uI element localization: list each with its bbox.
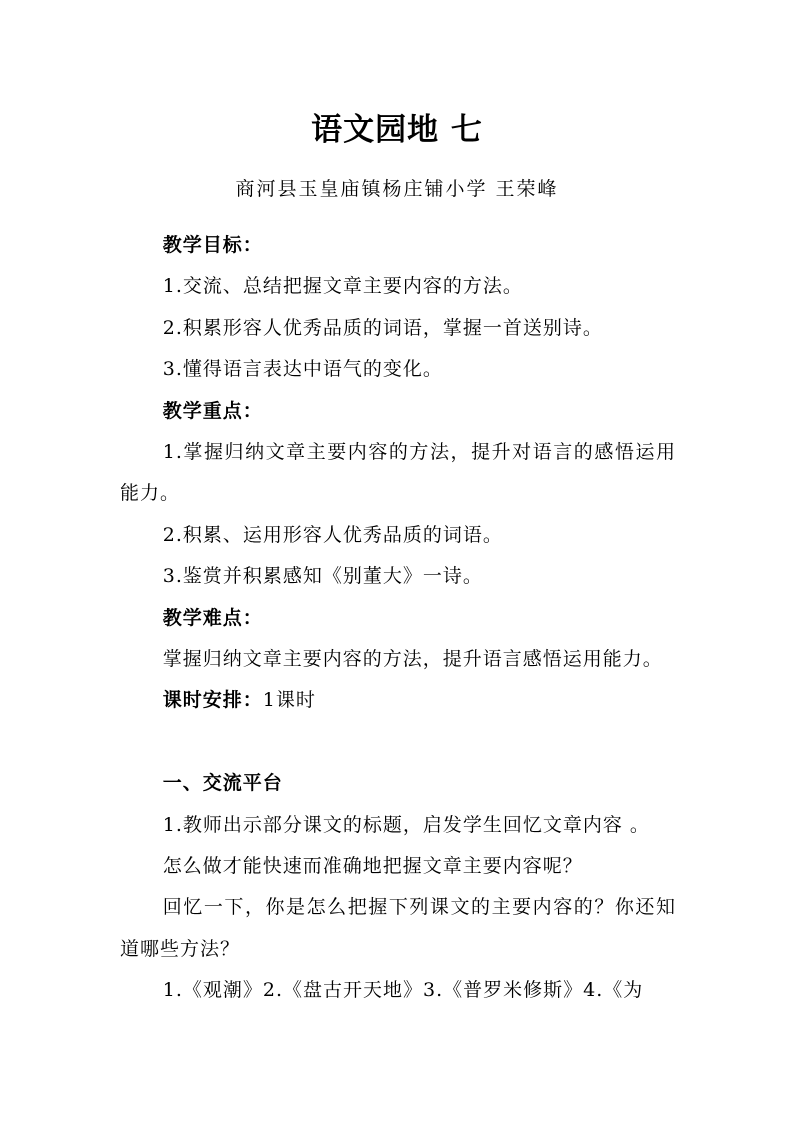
schedule-line [120,680,676,721]
difficulties-text: 掌握归纳文章主要内容的方法，提升语言感悟运用能力。 [162,648,663,671]
schedule-heading: 课时安排： [162,689,263,712]
goal-item-3: 3.懂得语言表达中语气的变化。 [162,358,443,381]
key-points-heading: 教学重点： [162,399,263,422]
section-gap [120,722,676,763]
section1-heading: 一、交流平台 [162,772,283,795]
goal-item-1: 1.交流、总结把握文章主要内容的方法。 [162,275,523,298]
section1-paragraph-2: 怎么做才能快速而准确地把握文章主要内容呢？ [162,855,583,878]
goals-heading: 教学目标： [162,234,263,256]
key-point-item-2: 2.积累、运用形容人优秀品质的词语。 [162,523,503,546]
section1-paragraph-1: 1.教师出示部分课文的标题，启发学生回忆文章内容 。 [162,813,650,836]
key-point-item-1: 1.掌握归纳文章主要内容的方法，提升对语言的感悟运用能力。 [120,441,676,505]
difficulties-heading: 教学难点： [162,606,263,629]
goal-item-2: 2.积累形容人优秀品质的词语，掌握一首送别诗。 [162,316,603,339]
schedule-value: 1课时 [262,689,316,712]
section1-paragraph-3: 回忆一下，你是怎么把握下列课文的主要内容的？你还知道哪些方法？ [120,896,676,960]
section1-paragraph-4: 1.《观潮》2.《盘古开天地》3.《普罗米修斯》4.《为 [162,979,644,1002]
key-point-item-3: 3.鉴赏并积累感知《别董大》一诗。 [162,565,483,588]
author-line: 商河县玉皇庙镇杨庄铺小学 王荣峰 [235,178,559,200]
document-body [120,225,676,1012]
document-title: 语文园地 七 [311,112,483,148]
